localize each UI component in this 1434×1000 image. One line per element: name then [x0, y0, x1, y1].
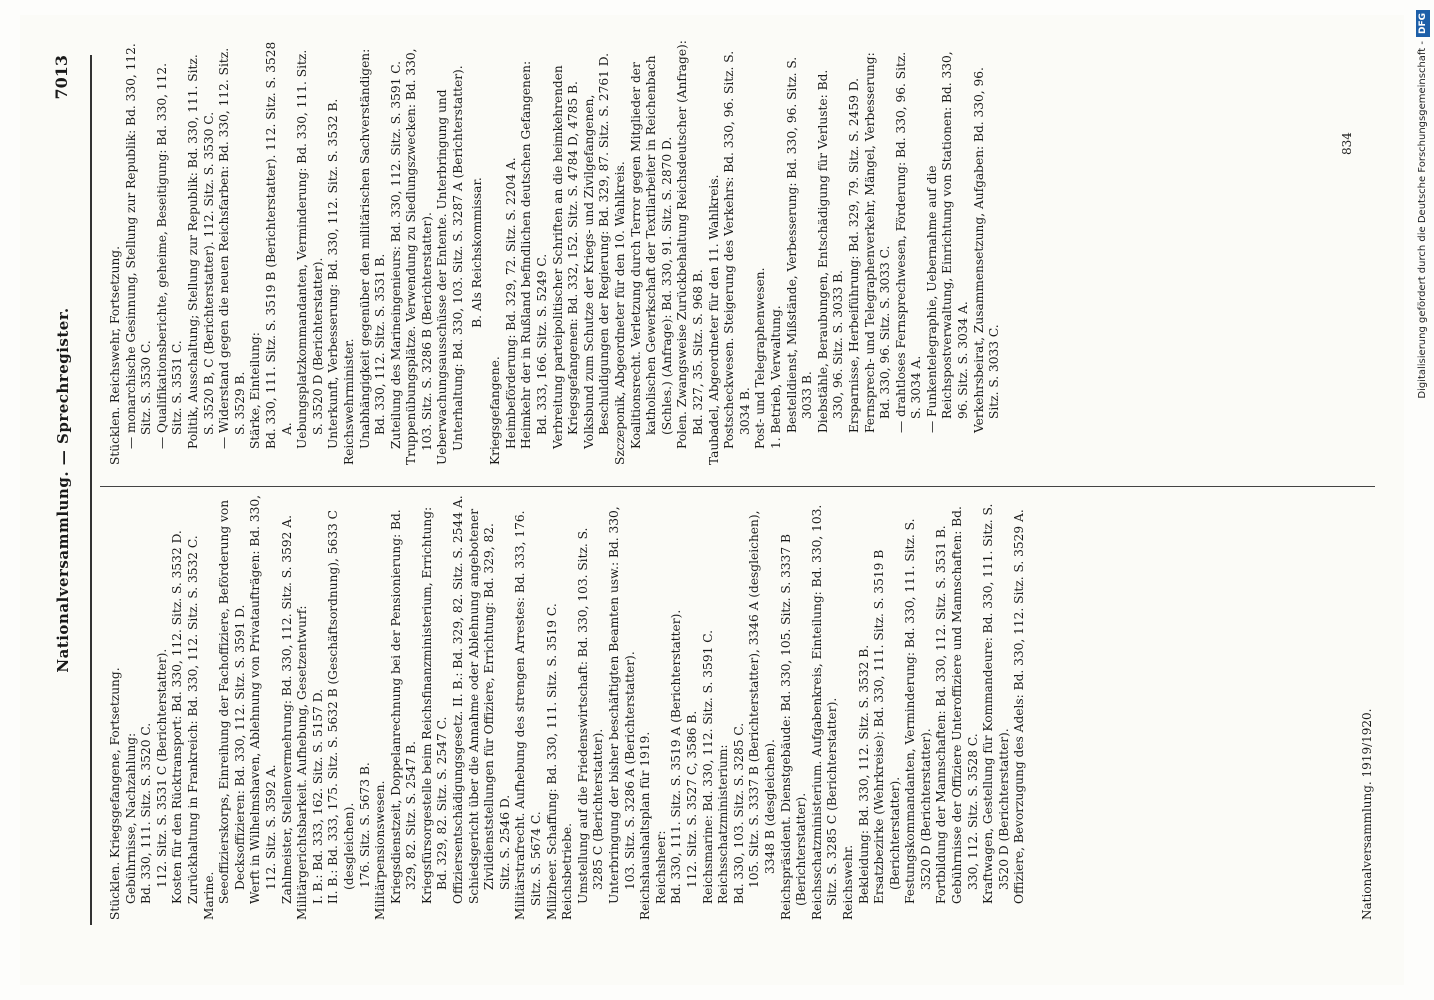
page-number: 7013	[52, 55, 71, 100]
index-entry: Seeoffizierskorps, Einreihung der Fachoffiziere, Beförderung von Decksoffizieren: Bd. 330, 112. Sitz. S. 3591 D.	[217, 499, 247, 904]
index-entry: Milizheer. Schaffung: Bd. 330, 111. Sitz. S. 3519 C.	[544, 603, 559, 920]
scanned-page	[20, 15, 1405, 985]
header-rule	[90, 55, 92, 925]
index-entry: Werft in Wilhelmshaven, Ablehnung von Privataufträgen: Bd. 330, 112. Sitz. S. 3592 A.	[248, 495, 278, 904]
digitization-credit	[1404, 0, 1434, 1000]
index-entry: Reichspräsident. Dienstgebäude: Bd. 330, 105. Sitz. S. 3337 B (Berichterstatter).	[778, 534, 809, 920]
index-entry: — Widerstand gegen die neuen Reichsfarben: Bd. 330, 112. Sitz. S. 3529 B.	[217, 47, 247, 449]
index-entry: 1. Betrieb, Verwaltung.	[768, 305, 783, 449]
index-entry: Gebührnisse, Nachzahlung:	[123, 732, 138, 904]
index-entry: Zurückhaltung in Frankreich: Bd. 330, 112. Sitz. S. 3532 C.	[185, 535, 200, 904]
index-entry: Unterkunft, Verbesserung: Bd. 330, 112. Sitz. S. 3532 B.	[326, 98, 341, 449]
index-entry: 176. Sitz. S. 5673 B.	[357, 762, 372, 888]
index-entry: Unabhängigkeit gegenüber den militärischen Sachverständigen: Bd. 330, 112. Sitz. S. 3531 B.	[357, 48, 388, 449]
page-header	[48, 55, 88, 925]
index-entry: Reichswehr.	[840, 844, 855, 920]
index-entry: Offiziersentschädigungsgesetz. II. B.: Bd. 329, 82. Sitz. S. 2544 A.	[451, 495, 466, 904]
index-entry: Taubadel, Abgeordneter für den 11. Wahlkreis.	[706, 174, 721, 465]
index-entry: Polen. Zwangsweise Zurückbehaltung Reichsdeutscher (Anfrage): Bd. 327, 35. Sitz. S. 968 B.	[675, 40, 705, 449]
rotated-page	[20, 15, 1405, 985]
left-column	[108, 495, 1028, 920]
index-entry: Reichsschatzministerium:	[716, 744, 731, 904]
index-entry: Reichsschatzministerium. Aufgabenkreis, Einteilung: Bd. 330, 103. Sitz. S. 3285 C (Berichterstatter).	[809, 504, 840, 920]
index-entry: Stücklen. Reichswehr, Fortsetzung.	[108, 246, 122, 465]
index-entry: Kriegsfürsorgestelle beim Reichsfinanzministerium, Errichtung: Bd. 329, 82. Sitz. S. 2547 C.	[419, 506, 450, 904]
index-entry: Verkehrsbeirat, Zusammensetzung, Aufgaben: Bd. 330, 96. Sitz. S. 3033 C.	[971, 67, 1002, 433]
index-entry: I. B.: Bd. 333, 162. Sitz. S. 5157 D.	[310, 689, 325, 904]
index-entry: Bd. 330, 111. Sitz. S. 3519 B (Berichterstatter). 112. Sitz. S. 3528 A.	[263, 41, 294, 449]
index-entry: Stärke, Einteilung:	[248, 332, 263, 449]
index-entry: Verbreitung parteipolitischer Schriften an die heimkehrenden Kriegsgefangenen: Bd. 332, 152. Sitz. S. 4784 D, 4785 B.	[550, 65, 581, 449]
index-entry: — drahtloses Fernsprechwesen, Förderung: Bd. 330, 96. Sitz. S. 3034 A.	[893, 51, 924, 433]
dfg-logo: DFG	[1416, 10, 1430, 37]
index-entry: Truppenübungsplätze. Verwendung zu Siedlungszwecken: Bd. 330, 103. Sitz. S. 3286 B (Berichterstatter).	[404, 48, 434, 465]
credit-text: Digitalisierung gefördert durch die Deutsche Forschungsgemeinschaft -	[1417, 41, 1428, 399]
index-entry: Schiedsgericht über die Annahme oder Ablehnung angebotener Zivildienststellungen für Offiziere, Errichtung: Bd. 329, 82. Sitz. S. 2546 D.	[466, 508, 512, 904]
index-entry: Heimbeförderung: Bd. 329, 72. Sitz. S. 2204 A.	[503, 157, 518, 449]
index-entry: Gebührnisse der Offiziere Unteroffiziere und Mannschaften: Bd. 330, 112. Sitz. S. 3528 C.	[950, 506, 980, 904]
index-entry: Koalitionsrecht. Verletzung durch Terror gegen Mitglieder der katholischen Gewerkschaft der Textilarbeiter in Reichenbach (Schles.) (Anfrage): Bd. 330, 91. Sitz. S. 2870 D.	[628, 55, 674, 449]
index-entry: Festungskommandanten, Verminderung: Bd. 330, 111. Sitz. S. 3520 D (Berichterstatter).	[903, 518, 933, 904]
index-entry: B. Als Reichskommissar.	[469, 177, 484, 328]
index-entry: Fernsprech- und Telegraphenverkehr, Mängel, Verbesserung: Bd. 330, 96. Sitz. S. 3033 C.	[862, 52, 893, 433]
index-entry: Post- und Telegraphenwesen.	[753, 267, 768, 449]
index-entry: Bd. 330, 111. Sitz. S. 3519 A (Berichterstatter).	[669, 609, 684, 904]
index-entry: 112. Sitz. S. 3527 C, 3586 B.	[684, 710, 699, 888]
index-entry: Militärpensionswesen.	[373, 780, 388, 920]
index-entry: — monarchische Gesinnung, Stellung zur Republik: Bd. 330, 112. Sitz. S. 3530 C.	[123, 43, 154, 449]
index-entry: Postscheckwesen. Steigerung des Verkehrs: Bd. 330, 96. Sitz. S. 3034 B.	[722, 50, 752, 449]
index-entry: Ersparnisse, Herbeiführung: Bd. 329, 79. Sitz. S. 2459 D.	[846, 77, 861, 433]
index-entry: Bekleidung: Bd. 330, 112. Sitz. S. 3532 B.	[856, 644, 871, 904]
index-entry: Heimkehr der in Rußland befindlichen deutschen Gefangenen: Bd. 333, 166. Sitz. S. 5249 C.	[519, 60, 550, 449]
index-entry: — Qualifikationsberichte, geheime, Beseitigung: Bd. 330, 112. Sitz. S. 3531 C.	[154, 62, 185, 449]
index-entry: Stücklen. Kriegsgefangene, Fortsetzung.	[108, 667, 122, 920]
index-entry: Reichswehrminister.	[341, 338, 356, 465]
index-entry: — Funkentelegraphie, Uebernahme auf die Reichspostverwaltung, Einrichtung von Stationen: Bd. 330, 96. Sitz. S. 3034 A.	[924, 51, 971, 433]
index-entry: 112. Sitz. S. 3531 C (Berichterstatter).	[154, 648, 169, 888]
index-entry: Unterbringung der bisher beschäftigten Beamten usw.: Bd. 330, 103. Sitz. S. 3286 A (Berichterstatter).	[607, 506, 637, 904]
index-entry: Ueberwachungsausschüsse der Entente. Unterbringung und Unterhaltung: Bd. 330, 103. Sitz. S. 3287 A (Berichterstatter).	[435, 65, 466, 465]
index-entry: 105. Sitz. S. 3337 B (Berichterstatter), 3346 A (desgleichen), 3348 B (desgleichen).	[747, 510, 777, 888]
index-entry: Bd. 330, 103. Sitz. S. 3285 C.	[731, 722, 746, 904]
index-entry: Umstellung auf die Friedenswirtschaft: Bd. 330, 103. Sitz. S. 3285 C (Berichterstatter).	[575, 527, 606, 904]
index-entry: Militärgerichtsbarkeit. Aufhebung, Gesetzentwurf:	[295, 605, 310, 920]
index-entry: Volksbund zum Schutze der Kriegs- und Zivilgefangenen, Beschuldigungen der Regierung: Bd. 329, 87. Sitz. S. 2761 D.	[581, 53, 612, 449]
index-entry: Marine.	[201, 871, 216, 920]
index-entry: Fortbildung der Mannschaften: Bd. 330, 112. Sitz. S. 3531 B.	[934, 525, 949, 904]
index-entry: Uebungsplatzkommandanten, Verminderung: Bd. 330, 111. Sitz. S. 3520 D (Berichterstatter).	[295, 49, 325, 449]
index-entry: Bd. 330, 111. Sitz. S. 3520 C.	[139, 722, 154, 904]
index-entry: Ersatzbezirke (Wehrkreise): Bd. 330, 111. Sitz. S. 3519 B (Berichterstatter).	[872, 549, 902, 904]
index-entry: Kriegsdienstzeit, Doppelanrechnung bei der Pensionierung: Bd. 329, 82. Sitz. S. 2547 B.	[388, 509, 419, 904]
column-divider	[100, 486, 1375, 487]
right-column	[108, 40, 1003, 465]
index-entry: Reichsbetriebe.	[560, 823, 575, 920]
index-entry: Kraftwagen, Gestellung für Kommandeure: Bd. 330, 111. Sitz. S. 3520 D (Berichterstatter).	[981, 503, 1011, 904]
index-entry: Reichsmarine: Bd. 330, 112. Sitz. S. 3591 C.	[700, 630, 715, 904]
index-entry: Zuteilung des Marineingenieurs: Bd. 330, 112. Sitz. S. 3591 C.	[388, 60, 403, 449]
footer-note: Nationalversammlung. 1919/1920.	[1360, 708, 1374, 920]
index-entry: II. B.: Bd. 333, 175. Sitz. S. 5632 B (Geschäftsordnung), 5633 C (desgleichen).	[326, 509, 356, 904]
index-entry: Kosten für den Rücktransport: Bd. 330, 112. Sitz. S. 3532 D.	[170, 530, 185, 904]
register-title: Nationalversammlung. — Sprechregister.	[54, 307, 72, 673]
signature-mark: 834	[1340, 132, 1354, 155]
index-entry: Offiziere, Bevorzugung des Adels: Bd. 330, 112. Sitz. S. 3529 A.	[1012, 509, 1027, 904]
index-entry: Bestelldienst, Mißstände, Verbesserung: Bd. 330, 96. Sitz. S. 3033 B.	[784, 56, 815, 433]
index-entry: Reichshaushaltsplan für 1919.	[638, 731, 653, 920]
index-entry: Kriegsgefangene.	[488, 356, 503, 465]
index-entry: Diebstähle, Beraubungen, Entschädigung für Verluste: Bd. 330, 96. Sitz. S. 3033 B.	[815, 69, 846, 433]
index-entry: Szczeponik, Abgeordneter für den 10. Wahlkreis.	[613, 161, 627, 465]
index-entry: Militärstrafrecht. Aufhebung des strengen Arrestes: Bd. 333, 176. Sitz. S. 5674 C.	[513, 510, 544, 920]
index-entry: Reichsheer:	[653, 830, 668, 904]
index-entry: Politik, Ausschaltung; Stellung zur Republik: Bd. 330, 111. Sitz. S. 3520 B, C (Berichterstatter). 112. Sitz. S. 3530 C.	[185, 54, 216, 449]
index-entry: Zahlmeister, Stellenvermehrung: Bd. 330, 112. Sitz. S. 3592 A.	[279, 515, 294, 904]
